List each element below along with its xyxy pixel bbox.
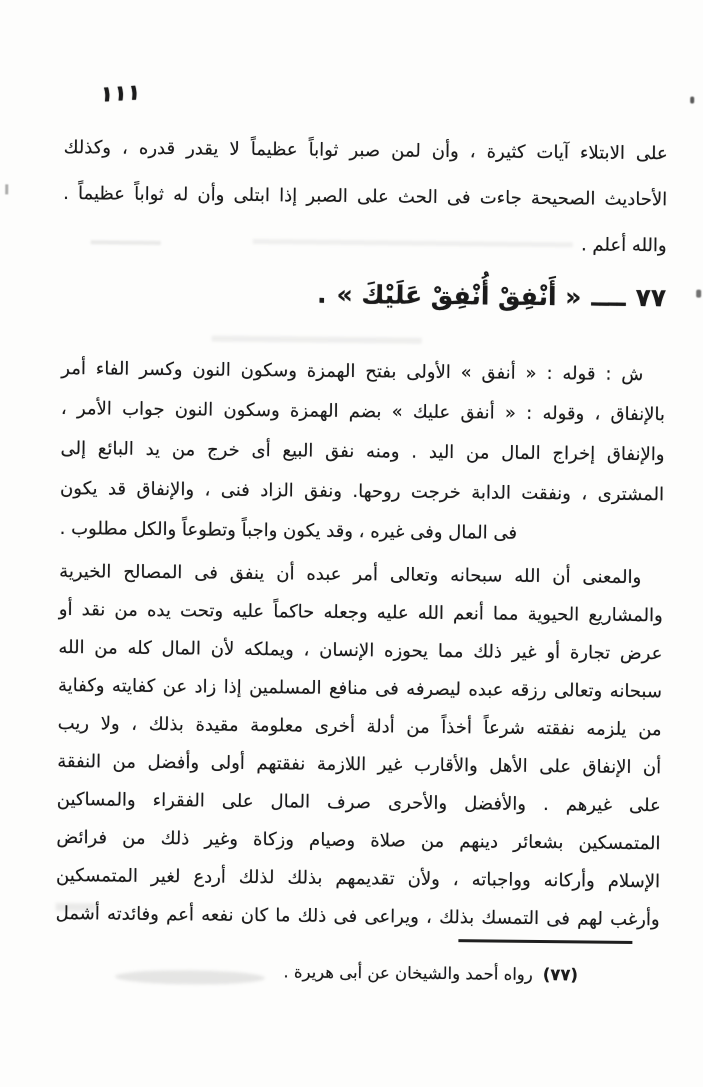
footnote-separator — [458, 939, 632, 944]
body-line: ش : قوله : « أنفق » الأولى بفتح الهمزة وسكون النون وكسر الفاء أمر — [61, 357, 644, 386]
scan-speckle — [212, 336, 422, 344]
body-line: الأحاديث الصحيحة جاءت فى الحث على الصبر إذا ابتلى وأن له ثواباً عظيماً . — [63, 182, 668, 211]
page-edge-mark — [696, 290, 701, 298]
page-number: ١١١ — [98, 80, 143, 108]
body-line: والمعنى أن الله سبحانه وتعالى أمر عبده أن ينفق فى المصالح الخيرية — [59, 560, 642, 589]
meaning-paragraph — [55, 553, 663, 939]
body-line: وأرغب لهم فى التمسك بذلك ، ويراعى فى ذلك ما كان نفعه أعم وفائدته أشمل — [55, 902, 660, 931]
page-edge-mark — [690, 97, 694, 104]
body-line: من يلزمه نفقته شرعاً أخذاً من أدلة أخرى معلومة مقيدة بذلك ، ولا ريب — [57, 712, 662, 741]
body-line: عرض تجارة أو غير ذلك مما يحوزه الإنسان ، ويملكه لأن المال كله من الله — [58, 636, 663, 665]
body-line: أن الإنفاق على الأهل والأقارب غير اللازمة نفقتهم أولى وأفضل من النفقة — [57, 750, 662, 779]
footnote-marker: (٧٧) — [542, 965, 579, 985]
body-line: فى المال وفى غيره ، وقد يكون واجباً وتطوعاً والكل مطلوب . — [59, 517, 518, 544]
footnote-text: رواه أحمد والشيخان عن أبى هريرة . — [283, 962, 533, 984]
commentary-paragraph — [59, 349, 665, 555]
closing-line: والله أعلم . — [580, 234, 667, 257]
body-line: والمشاريع الحيوية مما أنعم الله عليه وجعله حاكماً عليه وتحت يده من نقد أو — [58, 598, 663, 627]
body-line: على الابتلاء آيات كثيرة ، وأن لمن صبر ثواباً عظيماً لا يقدر قدره ، وكذلك — [63, 136, 668, 165]
body-line: بالإنفاق ، وقوله : « أنفق عليك » بضم الهمزة وسكون النون جواب الأمر ، — [60, 397, 666, 426]
hadith-title-text: « أَنْفِقْ أُنْفِقْ عَلَيْكَ » — [336, 279, 582, 312]
body-line: والإنفاق إخراج المال من اليد . ومنه نفق البيع أى خرج من يد البائع إلى — [60, 437, 665, 466]
body-line: على غيرهم . والأفضل والأحرى صرف المال على الفقراء والمساكين — [56, 788, 661, 817]
hadith-heading — [62, 277, 666, 312]
body-line: سبحانه وتعالى رزقه عبده ليصرفه فى منافع المسلمين إذا زاد عن كفايته وكفاية — [57, 674, 663, 703]
body-line: المشترى ، ونفقت الدابة خرجت روحها. ونفق الزاد فنى ، والإنفاق قد يكون — [59, 477, 665, 506]
heading-dash: ــــ — [591, 282, 626, 312]
hadith-number: ٧٧ — [635, 282, 667, 313]
intro-paragraph — [62, 125, 667, 269]
page-edge-mark — [5, 184, 8, 194]
body-line: المتمسكين بشعائر دينهم من صلاة وصيام وزكاة وغير ذلك من فرائض — [56, 826, 661, 855]
footnote — [55, 953, 659, 993]
heading-period: . — [316, 279, 327, 309]
body-line: الإسلام وأركانه وواجباته ، ولأن تقديمهم بذلك لذلك أردع لغير المتمسكين — [55, 864, 661, 893]
